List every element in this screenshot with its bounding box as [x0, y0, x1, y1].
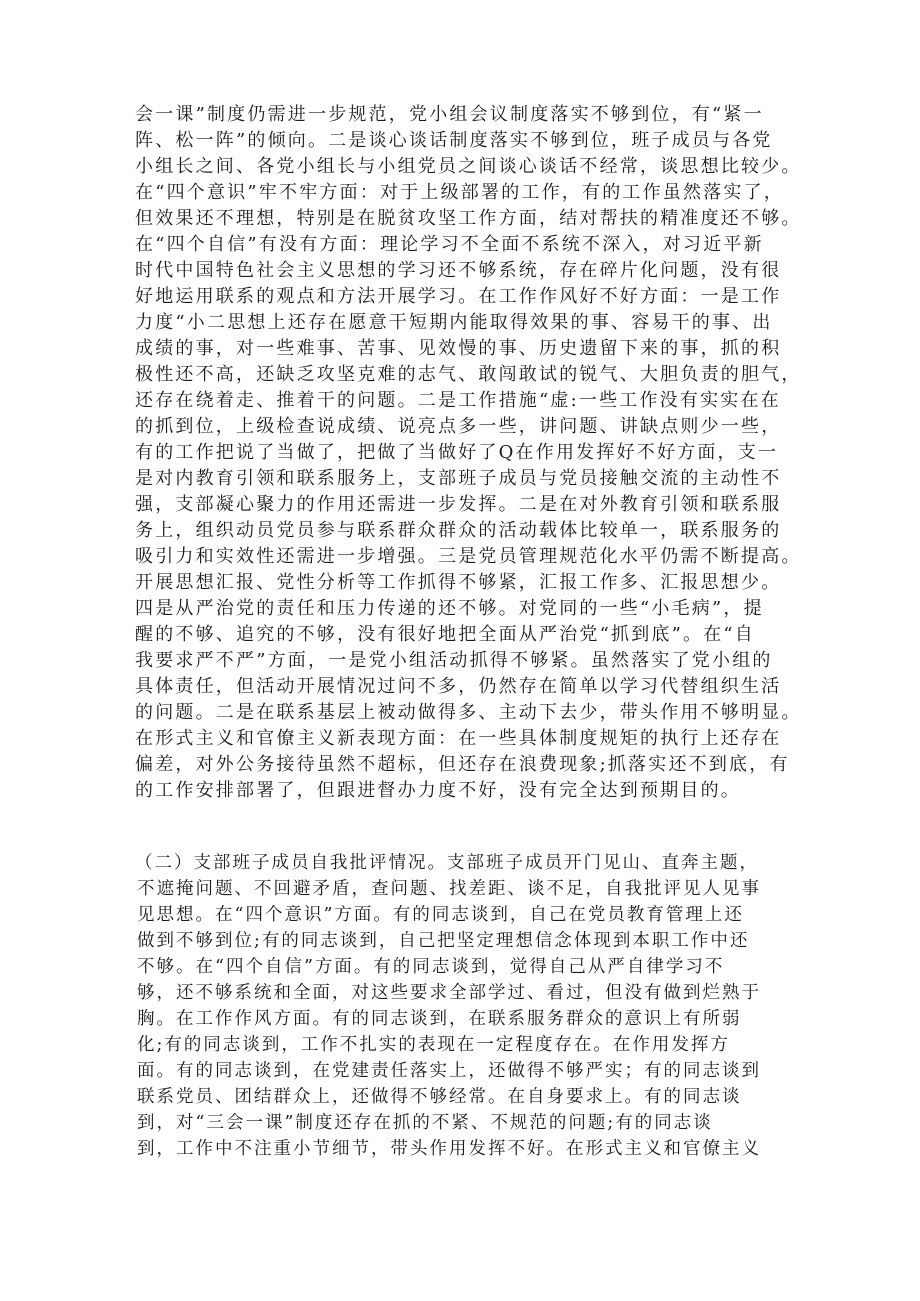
paragraph-line: 力度“小二思想上还存在愿意干短期内能取得效果的事、容易干的事、出 [135, 312, 773, 333]
paragraph-line: 有的工作把说了当做了，把做了当做好了Q在作用发挥好不好方面，支一 [135, 442, 779, 463]
paragraph-line: 开展思想汇报、党性分析等工作抓得不够紧，汇报工作多、汇报思想少。 [135, 572, 782, 593]
paragraph-line: 好地运用联系的观点和方法开展学习。在工作作风好不好方面：一是工作 [135, 286, 782, 307]
paragraph-line: 化;有的同志谈到，工作不扎实的表现在一定程度存在。在作用发挥方 [137, 1035, 730, 1055]
paragraph-line: 醒的不够、追究的不够，没有很好地把全面从严治党“抓到底”。在“自 [135, 624, 756, 645]
paragraph-line: 是对内教育引领和联系服务上，支部班子成员与党员接触交流的主动性不 [135, 468, 782, 489]
paragraph-line: 做到不够到位;有的同志谈到，自己把坚定理想信念体现到本职工作中还 [137, 931, 750, 951]
paragraph-line: 在“四个自信”有没有方面：理论学习不全面不系统不深入，对习近平新 [135, 234, 764, 255]
paragraph-line: 的工作安排部署了，但跟进督办力度不好，没有完全达到预期目的。 [135, 780, 741, 801]
paragraph-line: 四是从严治党的责任和压力传递的还不够。对党同的一些“小毛病”，提 [135, 598, 764, 619]
paragraph-line: 但效果还不理想，特别是在脱贫攻坚工作方面，结对帮扶的精准度还不够。 [135, 208, 802, 229]
paragraph-line: 阵、松一阵”的倾向。二是谈心谈话制度落实不够到位，班子成员与各党 [135, 130, 773, 151]
paragraph-line: 的问题。二是在联系基层上被动做得多、主动下去少，带头作用不够明显。 [135, 702, 802, 723]
paragraph-line: 够，还不够系统和全面，对这些要求全部学过、看过，但没有做到烂熟于 [137, 983, 761, 1003]
paragraph-line: 联系党员、团结群众上，还做得不够经常。在自身要求上。有的同志谈 [137, 1087, 742, 1107]
paragraph-line: 吸引力和实效性还需进一步增强。三是党员管理规范化水平仍需不断提高。 [135, 546, 802, 567]
paragraph-line: 在形式主义和官僚主义新表现方面：在一些具体制度规矩的执行上还存在 [135, 728, 782, 749]
paragraph-line: 不遮掩问题、不回避矛盾，查问题、找差距、谈不足，自我批评见人见事 [137, 879, 761, 899]
paragraph-line: 时代中国特色社会主义思想的学习还不够系统，存在碎片化问题，没有很 [135, 260, 782, 281]
paragraph-line: 在“四个意识”牢不牢方面：对于上级部署的工作，有的工作虽然落实了， [135, 182, 785, 203]
paragraph-line: 到，工作中不注重小节细节，带头作用发挥不好。在形式主义和官僚主义 [137, 1139, 761, 1159]
paragraph-line: 偏差，对外公务接待虽然不超标，但还存在浪费现象;抓落实还不到底，有 [135, 754, 790, 775]
paragraph-line: 极性还不高，还缺乏攻坚克难的志气、敢闯敢试的锐气、大胆负责的胆气， [135, 364, 802, 385]
paragraph-line: 还存在绕着走、推着干的问题。二是工作措施“虚:一些工作没有实实在在 [135, 390, 781, 411]
paragraph-line: 具体责任，但活动开展情况过问不多，仍然存在简单以学习代替组织生活 [135, 676, 782, 697]
paragraph-line: 不够。在“四个自信”方面。有的同志谈到，觉得自己从严自律学习不 [137, 957, 725, 977]
paragraph-line: 务上，组织动员党员参与联系群众群众的活动载体比较单一，联系服务的 [135, 520, 782, 541]
paragraph-line: 到，对“三会一课”制度还存在抓的不紧、不规范的问题;有的同志谈 [137, 1113, 713, 1133]
paragraph-line: 面。有的同志谈到，在党建责任落实上，还做得不够严实；有的同志谈到 [137, 1061, 761, 1081]
paragraph-line: 我要求严不严”方面，一是党小组活动抓得不够紧。虽然落实了党小组的 [135, 650, 773, 671]
paragraph-line: 的抓到位，上级检查说成绩、说亮点多一些，讲问题、讲缺点则少一些， [135, 416, 782, 437]
paragraph-line: 强，支部凝心聚力的作用还需进一步发挥。二是在对外教育引领和联系服 [135, 494, 782, 515]
paragraph-line: 成绩的事，对一些难事、苦事、见效慢的事、历史遗留下来的事，抓的积 [135, 338, 782, 359]
paragraph-line: 胸。在工作作风方面。有的同志谈到，在联系服务群众的意识上有所弱 [137, 1009, 742, 1029]
paragraph-line: 会一课”制度仍需进一步规范，党小组会议制度落实不够到位，有“紧一 [135, 104, 764, 125]
paragraph-line: 小组长之间、各党小组长与小组党员之间谈心谈话不经常，谈思想比较少。 [135, 156, 802, 177]
paragraph-line: 见思想。在“四个意识”方面。有的同志谈到，自己在党员教育管理上还 [137, 905, 744, 925]
paragraph-line: （二）支部班子成员自我批评情况。支部班子成员开门见山、直奔主题， [135, 853, 759, 873]
